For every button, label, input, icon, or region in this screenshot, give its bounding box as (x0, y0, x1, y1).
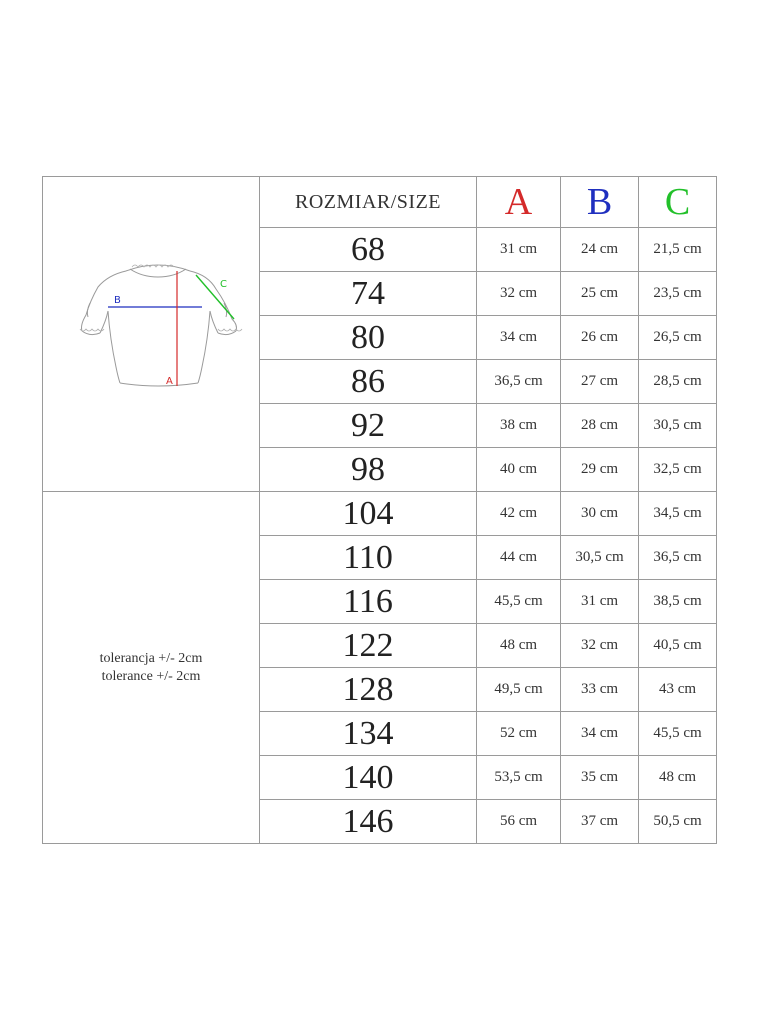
size-value: 74 (260, 272, 477, 316)
measure-b-value: 37 cm (561, 800, 639, 844)
measure-c-marker: C (220, 279, 227, 290)
size-value: 116 (260, 580, 477, 624)
measure-b-value: 29 cm (561, 448, 639, 492)
size-value: 146 (260, 800, 477, 844)
size-value: 122 (260, 624, 477, 668)
size-value: 128 (260, 668, 477, 712)
measure-b-value: 34 cm (561, 712, 639, 756)
measure-a-value: 31 cm (477, 228, 561, 272)
measure-c-value: 28,5 cm (639, 360, 717, 404)
measure-a-value: 36,5 cm (477, 360, 561, 404)
size-row (43, 492, 717, 536)
measure-b-value: 30,5 cm (561, 536, 639, 580)
measure-c-value: 26,5 cm (639, 316, 717, 360)
size-value: 80 (260, 316, 477, 360)
measure-b-value: 28 cm (561, 404, 639, 448)
measure-a-value: 38 cm (477, 404, 561, 448)
measure-c-value: 30,5 cm (639, 404, 717, 448)
measure-b-value: 25 cm (561, 272, 639, 316)
tolerance-note-cell (43, 492, 260, 844)
measure-b-value: 30 cm (561, 492, 639, 536)
measure-b-value: 27 cm (561, 360, 639, 404)
measure-a-value: 40 cm (477, 448, 561, 492)
measure-a-value: 49,5 cm (477, 668, 561, 712)
measure-a-value: 32 cm (477, 272, 561, 316)
measure-b-value: 33 cm (561, 668, 639, 712)
measure-a-value: 42 cm (477, 492, 561, 536)
size-value: 68 (260, 228, 477, 272)
shirt-measurement-diagram (46, 259, 256, 409)
column-a-header: A (477, 177, 561, 228)
measure-c-value: 48 cm (639, 756, 717, 800)
size-value: 104 (260, 492, 477, 536)
size-column-header: ROZMIAR/SIZE (260, 177, 477, 228)
size-value: 134 (260, 712, 477, 756)
measure-a-value: 45,5 cm (477, 580, 561, 624)
measure-b-value: 24 cm (561, 228, 639, 272)
tolerance-note-en: tolerance +/- 2cm (101, 668, 201, 684)
measure-a-value: 52 cm (477, 712, 561, 756)
measure-b-marker: B (114, 295, 121, 306)
measure-c-value: 40,5 cm (639, 624, 717, 668)
size-chart-table (42, 176, 717, 844)
column-c-header: C (639, 177, 717, 228)
header-row (43, 177, 717, 228)
measure-c-value: 34,5 cm (639, 492, 717, 536)
size-value: 110 (260, 536, 477, 580)
size-value: 86 (260, 360, 477, 404)
size-value: 92 (260, 404, 477, 448)
measure-c-value: 32,5 cm (639, 448, 717, 492)
measure-a-value: 56 cm (477, 800, 561, 844)
measure-c-value: 38,5 cm (639, 580, 717, 624)
measure-c-value: 36,5 cm (639, 536, 717, 580)
measure-a-value: 53,5 cm (477, 756, 561, 800)
measure-b-value: 32 cm (561, 624, 639, 668)
column-b-header: B (561, 177, 639, 228)
measure-a-value: 48 cm (477, 624, 561, 668)
measure-b-value: 31 cm (561, 580, 639, 624)
tolerance-note-pl: tolerancja +/- 2cm (99, 650, 203, 666)
size-value: 140 (260, 756, 477, 800)
measure-a-marker: A (166, 376, 173, 387)
measure-c-value: 50,5 cm (639, 800, 717, 844)
measure-c-value: 21,5 cm (639, 228, 717, 272)
size-value: 98 (260, 448, 477, 492)
measure-a-value: 44 cm (477, 536, 561, 580)
measure-a-value: 34 cm (477, 316, 561, 360)
measure-c-value: 45,5 cm (639, 712, 717, 756)
measure-c-value: 23,5 cm (639, 272, 717, 316)
measure-b-value: 35 cm (561, 756, 639, 800)
measure-b-value: 26 cm (561, 316, 639, 360)
garment-diagram-cell (43, 177, 260, 492)
measure-c-line (196, 275, 234, 319)
measure-c-value: 43 cm (639, 668, 717, 712)
